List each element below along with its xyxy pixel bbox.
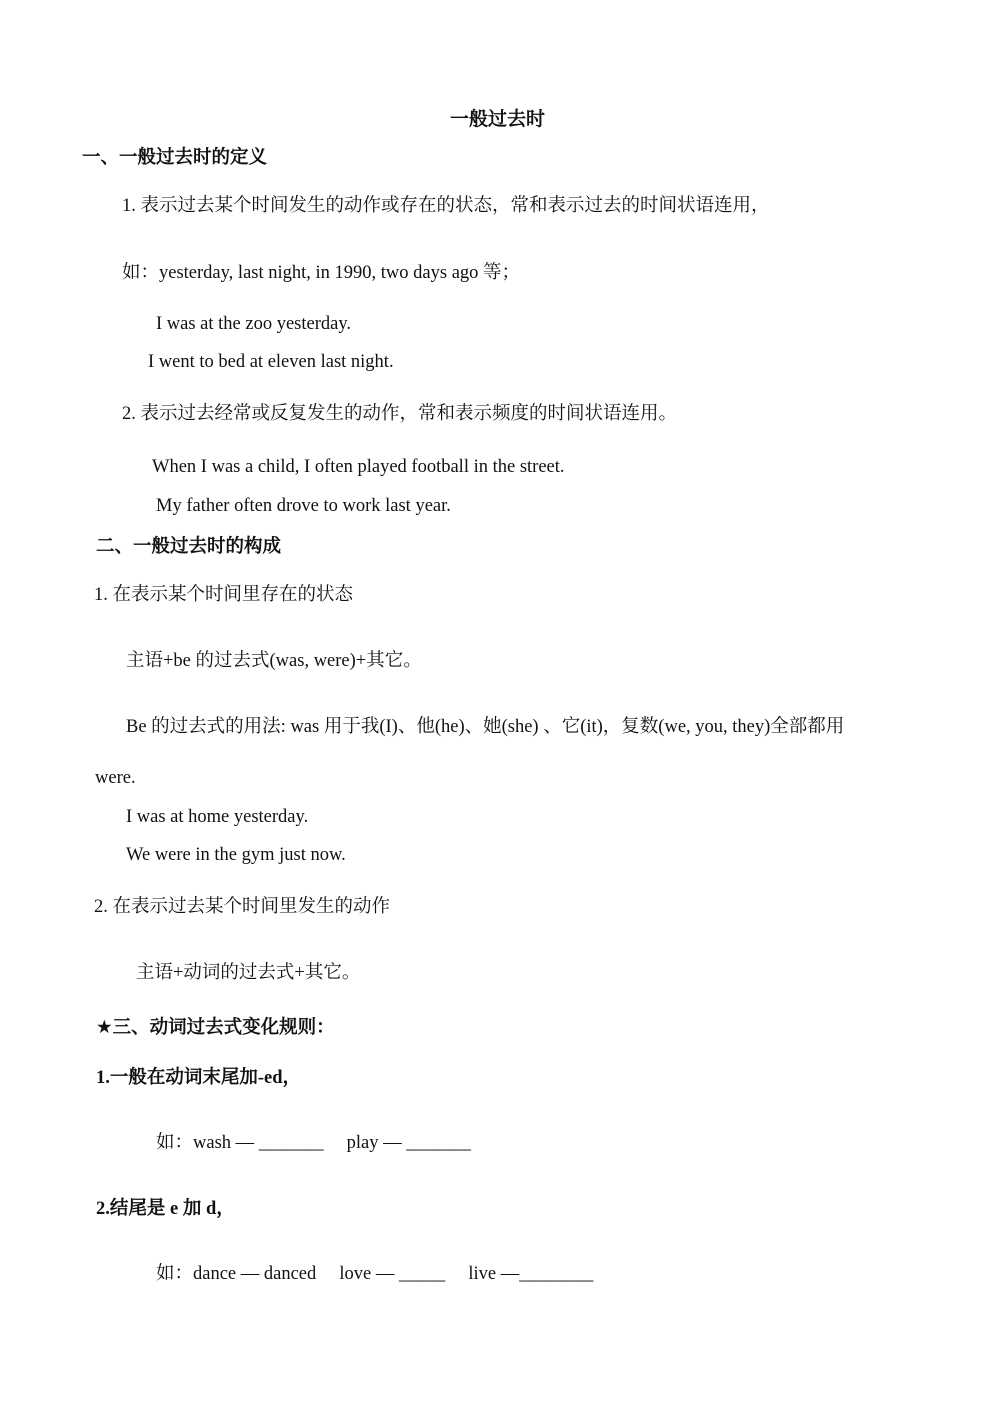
rule-2: 2.结尾是 e 加 d，: [96, 1199, 235, 1219]
example-sentence: My father often drove to work last year.: [156, 496, 451, 516]
structure-formula-2: 主语+动词的过去式+其它。: [136, 963, 361, 983]
example-sentence: We were in the gym just now.: [126, 845, 346, 865]
star-icon: ★: [96, 1018, 113, 1038]
rule-1-example: 如：wash — _______ play — _______: [156, 1133, 471, 1153]
rule-2-example: 如：dance — danced love — _____ live —________: [156, 1264, 594, 1284]
section-1-heading: 一、一般过去时的定义: [82, 148, 268, 168]
be-usage-text: Be 的过去式的用法: was 用于我(I)、他(he)、她(she) 、它(it)，复数(we, you, they)全部都用: [126, 717, 845, 737]
definition-point-2: 2. 表示过去经常或反复发生的动作，常和表示频度的时间状语连用。: [122, 404, 678, 424]
example-sentence: I was at the zoo yesterday.: [156, 314, 352, 334]
page-title: 一般过去时: [450, 109, 546, 130]
structure-formula-1: 主语+be 的过去式(was, were)+其它。: [126, 651, 422, 671]
section-3-heading: [96, 1019, 335, 1038]
definition-point-1: 1. 表示过去某个时间发生的动作或存在的状态，常和表示过去的时间状语连用，: [122, 196, 770, 216]
example-sentence: I went to bed at eleven last night.: [148, 352, 394, 372]
definition-point-1-examples: 如：yesterday, last night, in 1990, two days ago 等；: [122, 263, 521, 283]
rule-1: 1.一般在动词末尾加-ed，: [96, 1068, 302, 1088]
section-2-heading: 二、一般过去时的构成: [96, 537, 282, 557]
section-3-heading-text: 三、动词过去式变化规则：: [112, 1018, 335, 1038]
example-sentence: I was at home yesterday.: [126, 807, 309, 827]
be-usage-text-continued: were.: [95, 768, 136, 788]
structure-point-1: 1. 在表示某个时间里存在的状态: [94, 585, 354, 605]
example-sentence: When I was a child, I often played football in the street.: [152, 457, 565, 477]
structure-point-2: 2. 在表示过去某个时间里发生的动作: [94, 897, 391, 917]
